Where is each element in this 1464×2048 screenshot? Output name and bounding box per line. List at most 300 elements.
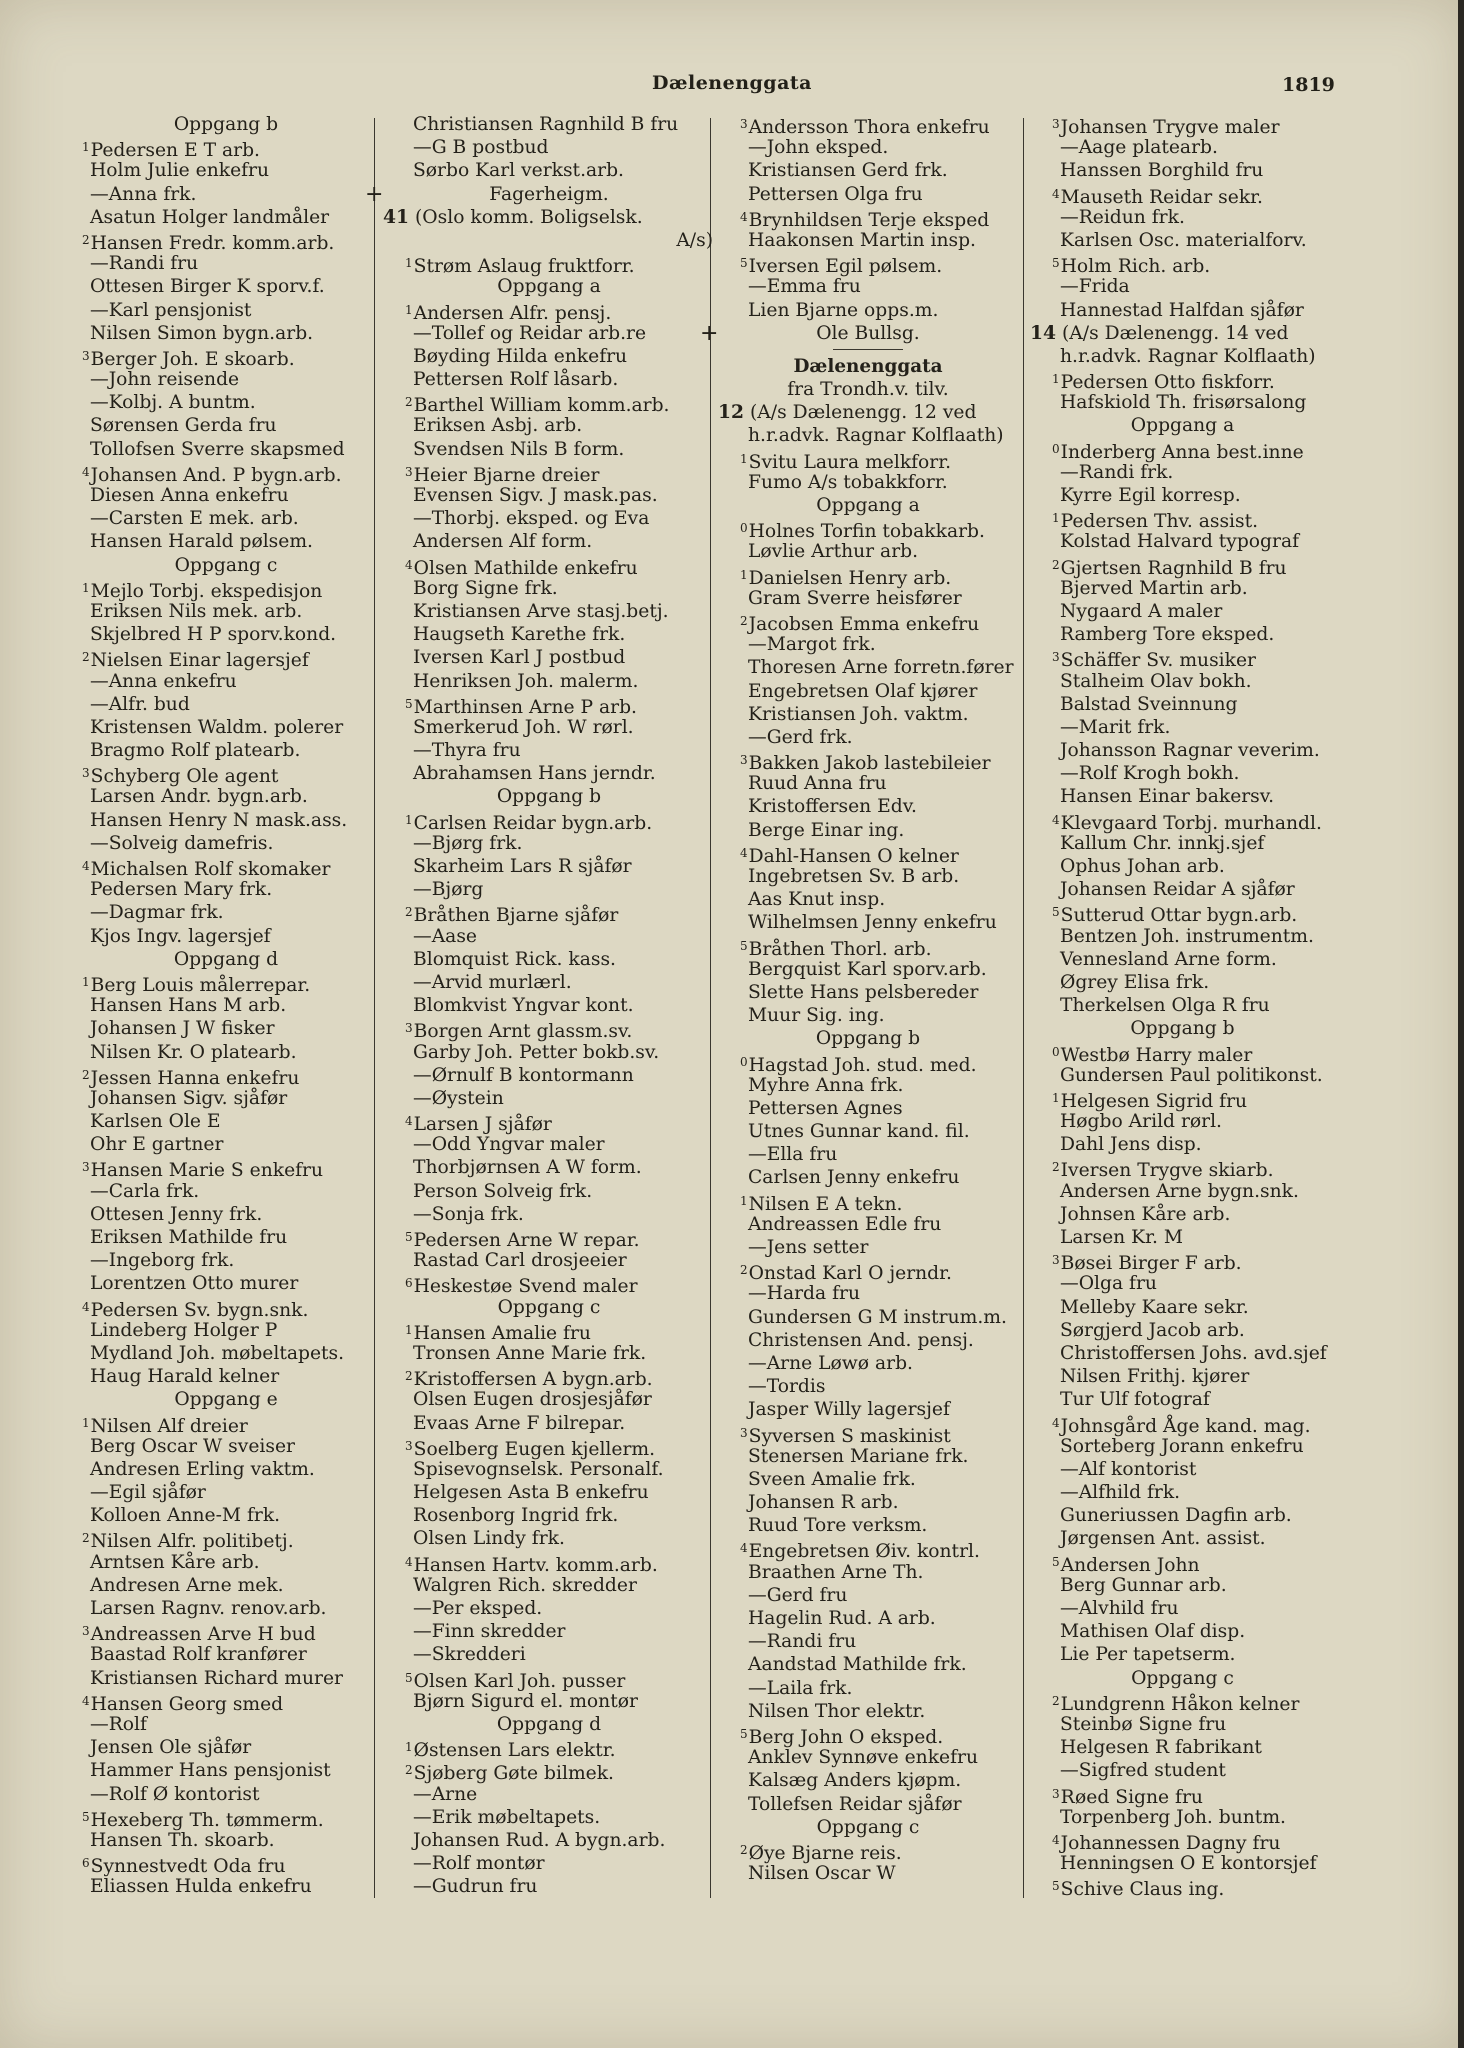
directory-entry — [1030, 1527, 1335, 1550]
directory-entry — [718, 1166, 1018, 1189]
directory-entry — [383, 855, 715, 878]
entry-text: Hammer Hans pensjonist — [90, 1760, 331, 1782]
directory-entry — [1030, 1203, 1335, 1226]
floor-number: 5 — [1052, 905, 1060, 920]
directory-entry — [1030, 345, 1335, 368]
floor-number: 1 — [740, 451, 748, 466]
directory-entry — [1030, 299, 1335, 322]
directory-entry — [383, 1412, 715, 1435]
directory-entry — [718, 1630, 1018, 1653]
directory-entry — [1030, 1458, 1335, 1481]
directory-entry — [60, 878, 392, 901]
stairwell-heading: Oppgang a — [497, 276, 601, 298]
directory-entry — [60, 855, 392, 878]
entry-text: Jasper Willy lagersjef — [748, 1399, 950, 1421]
entry-text: Klevgaard Torbj. murhandl. — [1060, 812, 1322, 834]
entry-text: Olsen Mathilde enkefru — [413, 557, 638, 579]
directory-entry — [60, 275, 392, 298]
entry-text: Sørbo Karl verkst.arb. — [413, 160, 624, 182]
stairwell-heading: Oppgang c — [816, 1816, 920, 1838]
directory-entry — [383, 925, 715, 948]
entry-text: Nilsen Alfr. politibetj. — [90, 1531, 294, 1553]
entry-text: Johnsen Kåre arb. — [1060, 1203, 1231, 1225]
directory-entry — [60, 1272, 392, 1295]
directory-entry — [718, 206, 1018, 229]
entry-text: Barthel William komm.arb. — [413, 395, 670, 417]
entry-text: Jacobsen Emma enkefru — [748, 613, 980, 635]
entry-text: Nilsen Frithj. kjører — [1060, 1366, 1250, 1388]
directory-entry — [718, 726, 1018, 749]
entry-text: —Thyra fru — [413, 740, 521, 762]
entry-text: Løvlie Arthur arb. — [748, 541, 919, 563]
entry-text: Andresen Arne mek. — [90, 1574, 284, 1596]
directory-entry — [1030, 1272, 1335, 1295]
directory-entry — [383, 136, 715, 159]
directory-entry — [1030, 1713, 1335, 1736]
entry-text: Heskestøe Svend maler — [413, 1276, 638, 1298]
directory-entry — [718, 888, 1018, 911]
floor-number: 4 — [1052, 1415, 1060, 1430]
entry-text: Pettersen Rolf låsarb. — [413, 369, 619, 391]
directory-entry — [718, 1723, 1018, 1746]
entry-text: Gundersen Paul politikonst. — [1060, 1064, 1323, 1086]
entry-text: —Bjørg frk. — [413, 832, 523, 854]
entry-text: Smerkerud Joh. W rørl. — [413, 716, 634, 738]
entry-text: Hansen Georg smed — [90, 1693, 284, 1715]
floor-number: 2 — [405, 395, 413, 410]
entry-text: Johansen Trygve maler — [1060, 117, 1280, 138]
directory-entry — [60, 832, 392, 855]
cross-street-marker — [365, 181, 715, 207]
directory-entry — [60, 136, 392, 162]
directory-entry — [383, 600, 715, 623]
directory-entry — [383, 1852, 715, 1875]
entry-text: —Tollef og Reidar arb.re — [413, 322, 647, 344]
entry-text: Christensen And. pensj. — [748, 1329, 974, 1351]
directory-entry — [383, 461, 715, 484]
floor-number: 2 — [82, 650, 90, 665]
entry-text: Marthinsen Arne P arb. — [413, 696, 637, 718]
entry-text: Kyrre Egil korresp. — [1060, 485, 1241, 506]
directory-entry — [383, 1736, 715, 1762]
entry-text: —Gerd fru — [748, 1584, 848, 1606]
entry-text: —Øystein — [413, 1087, 504, 1109]
entry-text: Bjerved Martin arb. — [1060, 577, 1248, 599]
directory-entry — [383, 1156, 715, 1179]
entry-text: —Kolbj. A buntm. — [90, 392, 256, 414]
entry-text: Tur Ulf fotograf — [1060, 1389, 1210, 1411]
owner-text: (Oslo komm. Boligselsk. — [415, 206, 643, 228]
entry-text: Berg John O eksped. — [748, 1726, 944, 1748]
entry-text: Pedersen Thv. assist. — [1060, 511, 1259, 533]
directory-entry — [383, 1481, 715, 1504]
directory-entry — [383, 113, 715, 136]
directory-entry — [60, 1736, 392, 1759]
directory-entry — [1030, 670, 1335, 693]
entry-text: Gundersen G M instrum.m. — [748, 1306, 1007, 1328]
directory-entry — [60, 1574, 392, 1597]
directory-entry — [383, 299, 715, 322]
directory-entry — [383, 832, 715, 855]
directory-entry — [718, 842, 1018, 865]
entry-text: Bentzen Joh. instrumentm. — [1060, 925, 1314, 947]
entry-text: —G B postbud — [413, 137, 549, 159]
entry-text: Nilsen Oscar W — [748, 1863, 896, 1885]
entry-text: Utnes Gunnar kand. fil. — [748, 1121, 970, 1143]
directory-entry — [718, 819, 1018, 842]
directory-entry — [718, 517, 1018, 543]
entry-text: Østensen Lars elektr. — [413, 1740, 616, 1762]
directory-entry — [718, 471, 1018, 494]
directory-entry — [718, 1700, 1018, 1723]
entry-text: h.r.advk. Ragnar Kolflaath) — [1060, 345, 1316, 367]
directory-entry — [60, 1690, 392, 1713]
entry-text: Mydland Joh. møbeltapets. — [90, 1342, 345, 1364]
directory-entry — [718, 772, 1018, 795]
directory-entry — [60, 1180, 392, 1203]
entry-text: Johnsgård Åge kand. mag. — [1060, 1415, 1311, 1437]
stairwell-heading: Oppgang a — [1130, 415, 1235, 437]
floor-number: 4 — [1052, 812, 1060, 827]
entry-text: —Rolf montør — [413, 1853, 545, 1875]
directory-entry — [1030, 1041, 1335, 1064]
directory-entry — [1030, 1852, 1335, 1875]
entry-text: Berg Oscar W sveiser — [90, 1435, 295, 1457]
floor-number: 2 — [82, 1067, 90, 1082]
directory-entry — [60, 1667, 392, 1690]
entry-text: —Egil sjåfør — [90, 1482, 206, 1504]
directory-entry — [383, 1319, 715, 1342]
directory-entry — [383, 1388, 715, 1411]
entry-text: Baastad Rolf kranfører — [90, 1644, 307, 1666]
entry-text: Sorteberg Jorann enkefru — [1060, 1435, 1304, 1457]
entry-text: Pettersen Agnes — [748, 1097, 903, 1119]
directory-entry — [383, 1829, 715, 1852]
directory-entry — [383, 1342, 715, 1365]
house-number-entry — [718, 401, 1018, 424]
entry-text: —Erik møbeltapets. — [413, 1806, 601, 1828]
directory-entry — [383, 484, 715, 507]
entry-text: Bråthen Thorl. arb. — [748, 938, 932, 960]
directory-entry — [1030, 739, 1335, 762]
directory-entry — [60, 1783, 392, 1806]
entry-text: Larsen J sjåfør — [413, 1114, 552, 1136]
directory-entry — [60, 1041, 392, 1064]
floor-number: 1 — [82, 580, 90, 595]
entry-text: Tollofsen Sverre skapsmed — [90, 438, 345, 460]
entry-text: Helgesen R fabrikant — [1060, 1737, 1262, 1759]
entry-text: Ottesen Jenny frk. — [90, 1203, 263, 1225]
directory-entry — [60, 322, 392, 345]
entry-text: Aandstad Mathilde frk. — [748, 1654, 967, 1676]
entry-text: Olsen Eugen drosjesjåfør — [413, 1389, 652, 1411]
house-number-entry — [1030, 322, 1335, 345]
stairwell-heading: Oppgang e — [174, 1389, 278, 1411]
directory-entry — [383, 1806, 715, 1829]
entry-text: Braathen Arne Th. — [748, 1561, 924, 1583]
floor-number: 1 — [1052, 372, 1060, 387]
directory-entry — [60, 739, 392, 762]
entry-text: Michalsen Rolf skomaker — [90, 859, 331, 880]
entry-text: —Alvhild fru — [1060, 1598, 1179, 1619]
entry-text: Stenersen Mariane frk. — [748, 1445, 969, 1467]
entry-text: Jessen Hanna enkefru — [90, 1067, 300, 1089]
directory-entry — [718, 587, 1018, 610]
owner-text: (A/s Dælenengg. 12 ved — [750, 402, 977, 424]
directory-entry — [383, 1504, 715, 1527]
entry-text: Lien Bjarne opps.m. — [748, 299, 939, 321]
entry-text: Kristiansen Joh. vaktm. — [748, 703, 969, 725]
entry-text: Pedersen E T arb. — [90, 140, 260, 162]
directory-entry — [718, 275, 1018, 298]
directory-entry — [383, 507, 715, 530]
directory-entry — [60, 1713, 392, 1736]
entry-text: Tollefsen Reidar sjåfør — [748, 1793, 962, 1815]
floor-number: 3 — [1052, 1253, 1060, 1268]
entry-text: Iversen Egil pølsem. — [748, 256, 943, 278]
entry-text: —Rolf Ø kontorist — [90, 1783, 260, 1805]
directory-entry — [1030, 1829, 1335, 1852]
directory-entry — [1030, 1226, 1335, 1249]
entry-text: Lie Per tapetserm. — [1060, 1644, 1236, 1666]
floor-number: 2 — [405, 1763, 413, 1778]
directory-entry — [1030, 1156, 1335, 1182]
entry-text: Stalheim Olav bokh. — [1060, 670, 1252, 692]
entry-text: Dahl-Hansen O kelner — [748, 845, 959, 867]
entry-text: Iversen Trygve skiarb. — [1060, 1160, 1274, 1182]
entry-text: Hanssen Borghild fru — [1060, 160, 1264, 182]
entry-text: Synnestvedt Oda fru — [90, 1856, 286, 1878]
floor-number: 2 — [82, 1531, 90, 1546]
directory-entry — [718, 1584, 1018, 1607]
entry-text: Brynhildsen Terje eksped — [748, 209, 990, 231]
directory-entry — [1030, 994, 1335, 1017]
directory-entry — [383, 971, 715, 994]
directory-entry — [1030, 971, 1335, 994]
entry-text: Eriksen Mathilde fru — [90, 1227, 288, 1248]
entry-text: Heier Bjarne dreier — [413, 464, 600, 486]
entry-text: Ruud Tore verksm. — [748, 1515, 928, 1537]
entry-text: Holnes Torfin tobakkarb. — [748, 521, 985, 543]
directory-entry — [718, 1259, 1018, 1285]
directory-entry — [718, 1051, 1018, 1074]
directory-entry — [383, 1110, 715, 1136]
floor-number: 5 — [1052, 1554, 1060, 1569]
entry-text: —Rolf Krogh bokh. — [1060, 763, 1240, 785]
directory-entry — [60, 1365, 392, 1388]
stairwell-heading: Oppgang d — [173, 948, 279, 970]
entry-text: —John eksped. — [748, 137, 889, 159]
entry-text: Berg Louis målerrepar. — [90, 974, 311, 996]
directory-entry — [718, 680, 1018, 703]
directory-entry — [60, 252, 392, 275]
entry-text: Kallum Chr. innkj.sjef — [1060, 832, 1265, 854]
directory-entry — [383, 670, 715, 693]
entry-text: Schäffer Sv. musiker — [1060, 650, 1256, 672]
entry-text: Bøyding Hilda enkefru — [413, 345, 628, 367]
floor-number: 1 — [1052, 1090, 1060, 1105]
entry-text: Nilsen Kr. O platearb. — [90, 1041, 297, 1063]
entry-text: Johansen Sigv. sjåfør — [90, 1087, 288, 1109]
directory-entry — [60, 159, 392, 182]
house-number: 41 — [383, 205, 410, 228]
directory-entry — [60, 1504, 392, 1527]
entry-text: Abrahamsen Hans jerndr. — [413, 763, 656, 785]
floor-number: 1 — [740, 1193, 748, 1208]
entry-text: Pedersen Sv. bygn.snk. — [90, 1299, 309, 1321]
entry-text: Pedersen Otto fiskforr. — [1060, 372, 1275, 394]
entry-text: Andreassen Edle fru — [748, 1213, 942, 1235]
floor-number: 6 — [405, 1276, 413, 1291]
cross-icon: + — [365, 181, 384, 207]
entry-text: Røed Signe fru — [1060, 1786, 1203, 1808]
entry-text: —John reisende — [90, 369, 240, 391]
floor-number: 1 — [82, 974, 90, 989]
directory-entry — [1030, 693, 1335, 716]
entry-text: Vennesland Arne form. — [1060, 948, 1277, 970]
directory-entry — [718, 1306, 1018, 1329]
entry-text: Ottesen Birger K sporv.f. — [90, 276, 325, 298]
directory-entry — [718, 610, 1018, 633]
entry-text: Hansen Hartv. komm.arb. — [413, 1554, 658, 1576]
entry-continuation: A/s) — [676, 229, 713, 251]
directory-entry — [1030, 623, 1335, 646]
entry-text: —Reidun frk. — [1060, 206, 1185, 228]
entry-text: Andersen John — [1060, 1554, 1200, 1576]
page-number: 1819 — [1282, 74, 1335, 96]
entry-text: Diesen Anna enkefru — [90, 485, 289, 506]
directory-entry — [718, 1213, 1018, 1236]
entry-text: Syversen S maskinist — [748, 1425, 951, 1447]
floor-number: 4 — [82, 1693, 90, 1708]
directory-entry — [718, 1190, 1018, 1213]
directory-entry — [383, 1249, 715, 1272]
floor-number: 2 — [1052, 1693, 1060, 1708]
stairwell-heading: Oppgang c — [1131, 1667, 1234, 1689]
directory-entry — [1030, 1783, 1335, 1806]
entry-text: Evaas Arne F bilrepar. — [413, 1412, 626, 1434]
entry-text: —Karl pensjonist — [90, 299, 252, 321]
entry-text: Fumo A/s tobakkforr. — [748, 471, 948, 493]
entry-text: Kjos Ingv. lagersjef — [90, 925, 271, 947]
entry-text: Ramberg Tore eksped. — [1060, 624, 1275, 646]
directory-entry — [60, 507, 392, 530]
directory-entry — [60, 1342, 392, 1365]
directory-entry — [1030, 1481, 1335, 1504]
entry-text: Sørgjerd Jacob arb. — [1060, 1319, 1245, 1341]
entry-text: —Dagmar frk. — [90, 902, 224, 924]
entry-text: Bjørn Sigurd el. montør — [413, 1690, 638, 1712]
floor-number: 5 — [405, 696, 413, 711]
entry-text: Steinbø Signe fru — [1060, 1713, 1227, 1735]
directory-entry — [60, 1458, 392, 1481]
directory-entry — [383, 391, 715, 417]
directory-entry — [718, 703, 1018, 726]
entry-text: Gram Sverre heisfører — [748, 587, 962, 609]
directory-entry — [60, 809, 392, 832]
directory-entry — [60, 206, 392, 229]
entry-text: h.r.advk. Ragnar Kolflaath) — [748, 425, 1004, 447]
entry-text: —Emma fru — [748, 276, 861, 298]
directory-entry — [60, 1527, 392, 1553]
directory-entry — [1030, 136, 1335, 159]
entry-text: Holm Julie enkefru — [90, 160, 270, 182]
entry-text: Kolstad Halvard typograf — [1060, 531, 1300, 553]
entry-text: Nilsen Simon bygn.arb. — [90, 322, 314, 344]
directory-entry — [60, 345, 392, 368]
directory-entry — [383, 554, 715, 577]
entry-text: Lorentzen Otto murer — [90, 1273, 299, 1295]
entry-text: Myhre Anna frk. — [748, 1074, 904, 1096]
stairwell-heading: Oppgang c — [497, 1296, 601, 1318]
entry-text: Andresen Erling vaktm. — [90, 1458, 315, 1480]
directory-entry — [383, 1087, 715, 1110]
entry-text: Kristoffersen Edv. — [748, 796, 917, 818]
floor-number: 4 — [405, 1114, 413, 1129]
directory-entry — [718, 911, 1018, 934]
entry-text: Westbø Harry maler — [1060, 1044, 1253, 1066]
directory-entry — [1030, 1365, 1335, 1388]
directory-entry — [718, 1143, 1018, 1166]
directory-entry — [718, 656, 1018, 679]
directory-entry — [1030, 1180, 1335, 1203]
directory-entry — [1030, 438, 1335, 461]
directory-entry — [1030, 577, 1335, 600]
entry-text: —Frida — [1060, 276, 1130, 298]
directory-entry — [60, 484, 392, 507]
directory-entry — [60, 1759, 392, 1782]
directory-entry — [1030, 1342, 1335, 1365]
directory-entry — [1030, 716, 1335, 739]
rule-line — [833, 349, 903, 350]
entry-text: Nielsen Einar lagersjef — [90, 650, 309, 672]
entry-text: Andreassen Arve H bud — [90, 1624, 316, 1646]
directory-entry — [1030, 461, 1335, 484]
entry-text: —Arne — [413, 1783, 478, 1805]
column-divider — [1023, 118, 1024, 1898]
column-1 — [60, 113, 392, 1898]
entry-text: Skarheim Lars R sjåfør — [413, 856, 632, 877]
entry-text: Hexeberg Th. tømmerm. — [90, 1809, 324, 1831]
entry-text: Kristoffersen A bygn.arb. — [413, 1369, 653, 1391]
floor-number: 5 — [740, 938, 748, 953]
entry-text: Henningsen O E kontorsjef — [1060, 1853, 1317, 1875]
entry-text: Øye Bjarne reis. — [748, 1842, 902, 1864]
directory-entry — [1030, 554, 1335, 577]
directory-entry — [718, 1537, 1018, 1563]
entry-text: Thorbjørnsen A W form. — [413, 1157, 642, 1179]
directory-entry — [383, 1435, 715, 1458]
entry-text: Helgesen Sigrid fru — [1060, 1090, 1248, 1112]
directory-entry — [718, 1329, 1018, 1352]
floor-number: 0 — [740, 1054, 748, 1069]
entry-text: Soelberg Eugen kjellerm. — [413, 1438, 656, 1460]
entry-text: Berge Einar ing. — [748, 819, 905, 841]
floor-number: 4 — [1052, 186, 1060, 201]
directory-entry — [383, 1690, 715, 1713]
stairwell-heading: Oppgang b — [173, 114, 279, 135]
directory-entry — [60, 646, 392, 672]
directory-entry — [1030, 484, 1335, 507]
entry-text: Andersen Alfr. pensj. — [413, 302, 612, 324]
directory-entry — [1030, 1296, 1335, 1319]
entry-text: Rastad Carl drosjeeier — [413, 1250, 627, 1272]
directory-entry — [383, 438, 715, 461]
entry-text: Gjertsen Ragnhild B fru — [1060, 557, 1287, 579]
entry-text: Bergquist Karl sporv.arb. — [748, 958, 987, 980]
directory-entry — [1030, 1319, 1335, 1342]
entry-text: Blomkvist Yngvar kont. — [413, 995, 634, 1017]
